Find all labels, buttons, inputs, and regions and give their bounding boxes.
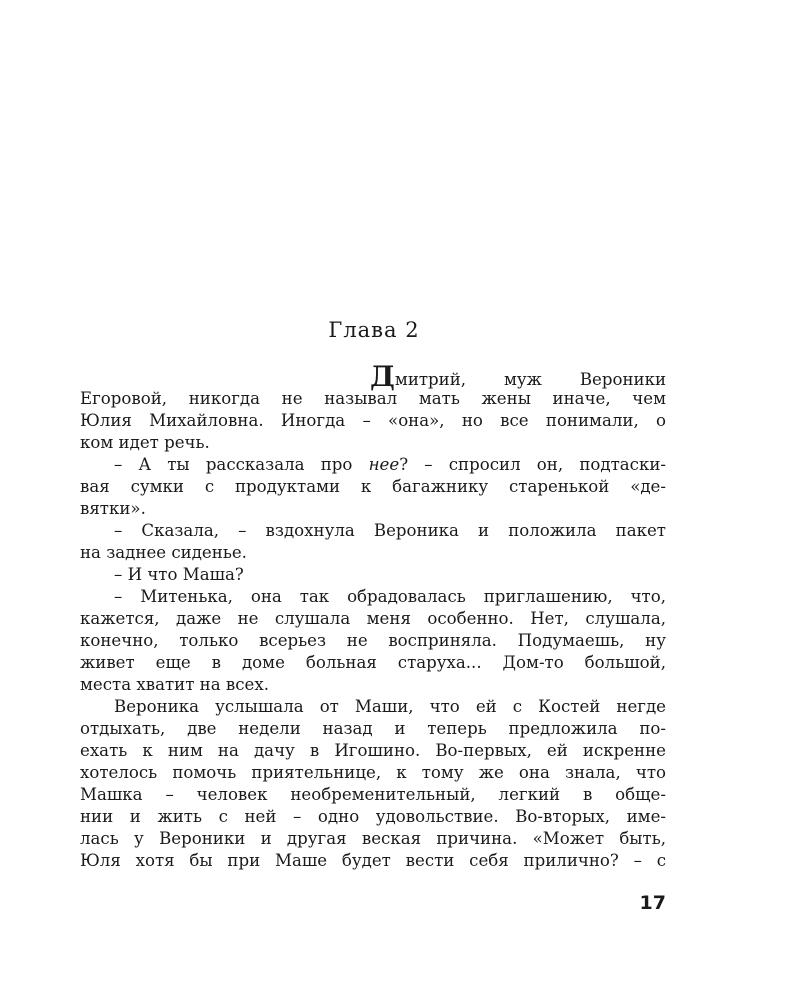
text-line-18: ехать к ним на дачу в Игошино. Во-первых, ей искренне <box>80 741 666 760</box>
drop-cap: Д <box>370 360 395 393</box>
text-line-12: кажется, даже не слушала меня особенно. Нет, слушала, <box>80 609 666 628</box>
text-line-21: нии и жить с ней – одно удовольствие. Во-вторых, име- <box>80 807 666 826</box>
text-line-7: вятки». <box>80 499 146 518</box>
text-line-15: места хватит на всех. <box>80 675 269 694</box>
text-line-2: Егоровой, никогда не называл мать жены иначе, чем <box>80 389 666 408</box>
chapter-title: Глава 2 <box>328 318 420 342</box>
page-number: 17 <box>639 892 666 914</box>
text-line-6: вая сумки с продуктами к багажнику старенькой «де- <box>80 477 666 496</box>
text-line-13: конечно, только всерьез не восприняла. Подумаешь, ну <box>80 631 666 650</box>
text-line-23: Юля хотя бы при Маше будет вести себя прилично? – с <box>80 851 666 870</box>
text-line-4: ком идет речь. <box>80 433 210 452</box>
text-line-10: – И что Маша? <box>114 565 244 584</box>
text-line-9: на заднее сиденье. <box>80 543 247 562</box>
text-line-8: – Сказала, – вздохнула Вероника и положила пакет <box>114 521 666 540</box>
text-line-11: – Митенька, она так обрадовалась приглашению, что, <box>114 587 666 606</box>
text-line-19: хотелось помочь приятельнице, к тому же она знала, что <box>80 763 666 782</box>
text-line-20: Машка – человек необременительный, легкий в общe- <box>80 785 666 804</box>
emphasis: нее <box>368 455 400 474</box>
text-line-5: – А ты рассказала про нее? – спросил он, подтаски- <box>114 455 666 474</box>
text-line-22: лась у Вероники и другая веская причина. «Может быть, <box>80 829 666 848</box>
text-line-3: Юлия Михайловна. Иногда – «она», но все понимали, о <box>80 411 666 430</box>
text-line-1 <box>80 360 666 393</box>
line-text: митрий, муж Вероники <box>394 370 666 389</box>
text-line-14: живет еще в доме больная старуха... Дом-то большой, <box>80 653 666 672</box>
body-text <box>80 360 666 872</box>
text-line-16: Вероника услышала от Маши, что ей с Костей негде <box>114 697 666 716</box>
text-line-17: отдыхать, две недели назад и теперь предложила по- <box>80 719 666 738</box>
